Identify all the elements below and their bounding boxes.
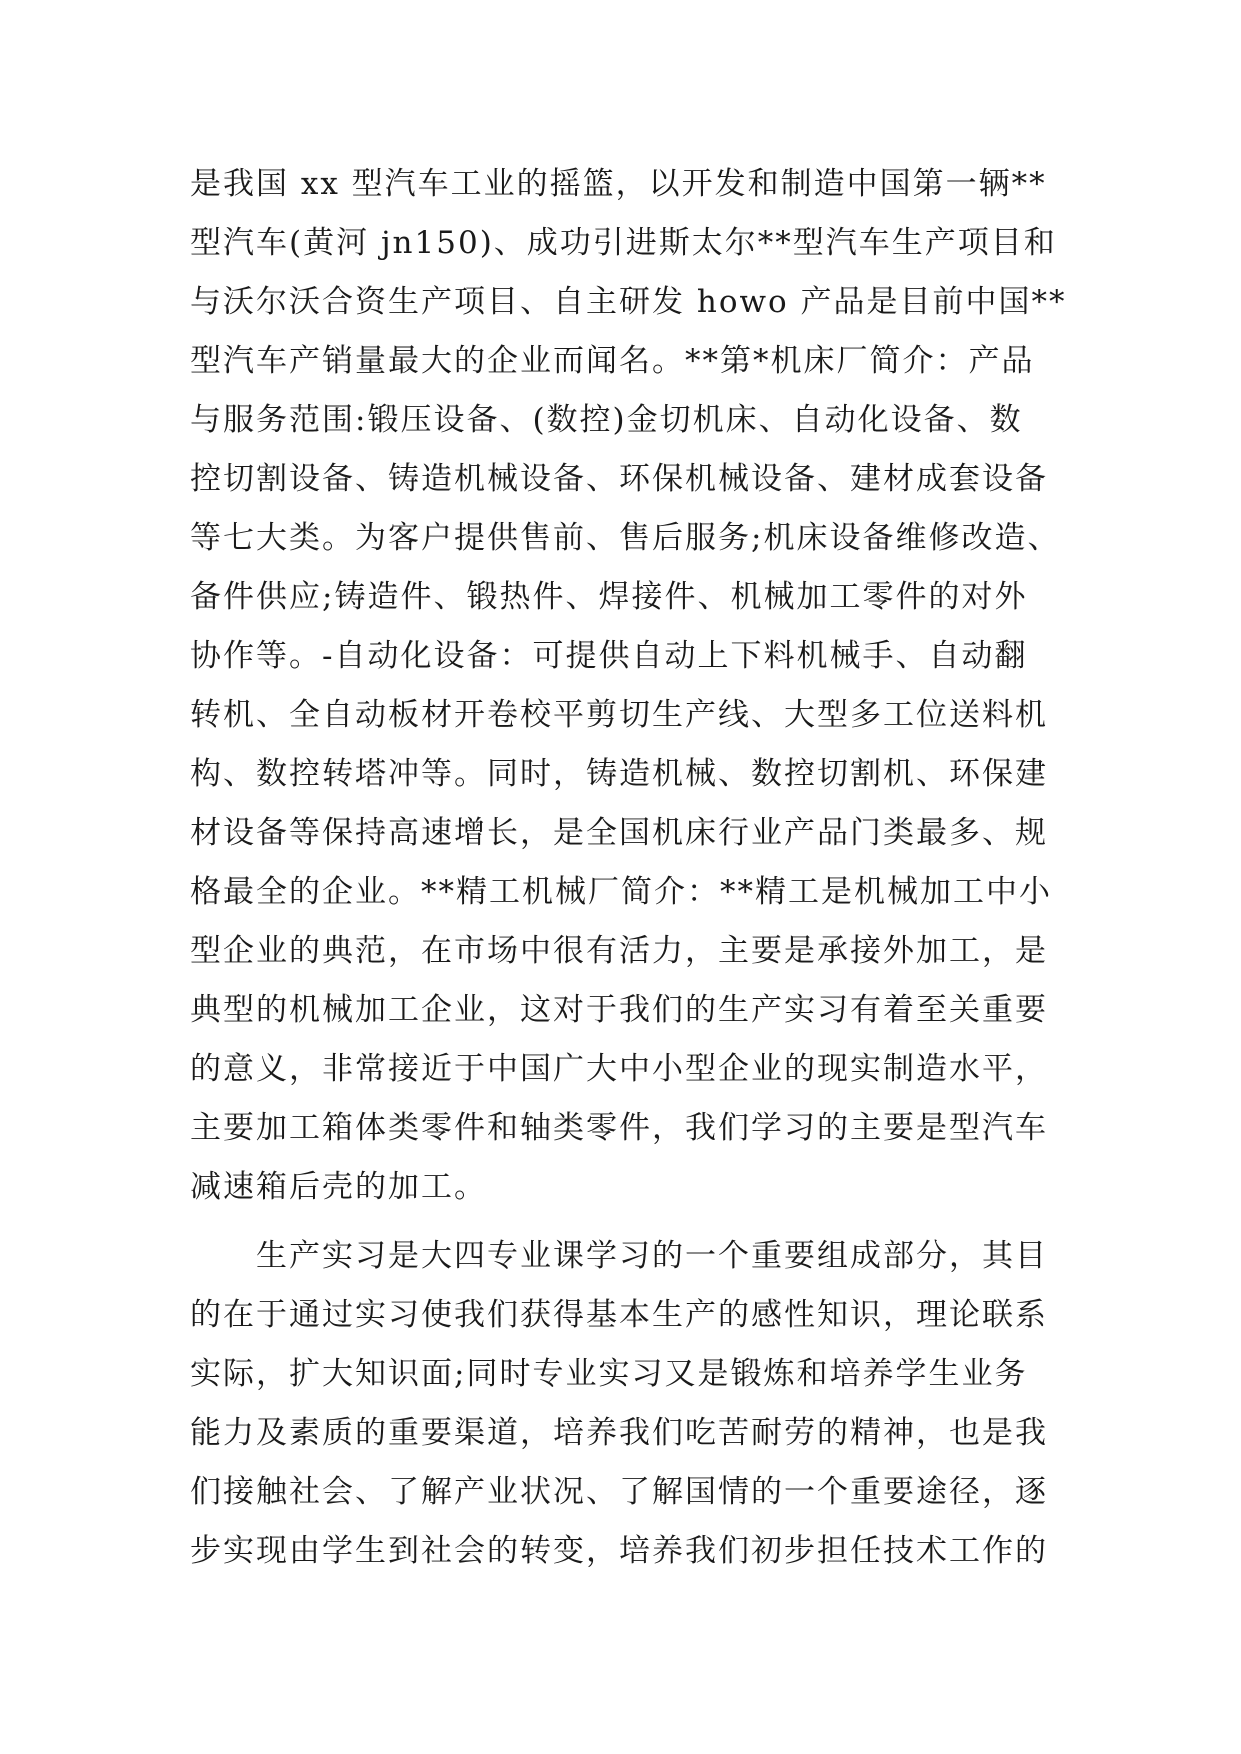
text-line: 生产实习是大四专业课学习的一个重要组成部分，其目 (190, 1238, 1048, 1274)
paragraph-1 (190, 155, 1070, 1217)
text-line: 型汽车产销量最大的企业而闻名。**第*机床厂简介：产品 (190, 343, 1035, 379)
text-line: 能力及素质的重要渠道，培养我们吃苦耐劳的精神，也是我 (190, 1415, 1048, 1451)
text-line: 减速箱后壳的加工。 (190, 1169, 487, 1205)
text-line: 协作等。-自动化设备：可提供自动上下料机械手、自动翻 (190, 638, 1028, 674)
text-line: 是我国 xx 型汽车工业的摇篮，以开发和制造中国第一辆** (190, 166, 1047, 202)
text-line: 与沃尔沃合资生产项目、自主研发 howo 产品是目前中国** (190, 284, 1067, 320)
paragraph-spacer (190, 1217, 1070, 1227)
paragraph-2 (190, 1227, 1070, 1581)
text-line: 型汽车(黄河 jn150)、成功引进斯太尔**型汽车生产项目和 (190, 225, 1057, 261)
text-line: 型企业的典范，在市场中很有活力，主要是承接外加工，是 (190, 933, 1048, 969)
text-line: 与服务范围:锻压设备、(数控)金切机床、自动化设备、数 (190, 402, 1023, 438)
text-line: 控切割设备、铸造机械设备、环保机械设备、建材成套设备 (190, 461, 1048, 497)
text-line: 主要加工箱体类零件和轴类零件，我们学习的主要是型汽车 (190, 1110, 1048, 1146)
text-line: 构、数控转塔冲等。同时，铸造机械、数控切割机、环保建 (190, 756, 1048, 792)
text-line: 材设备等保持高速增长，是全国机床行业产品门类最多、规 (190, 815, 1048, 851)
text-line: 格最全的企业。**精工机械厂简介：**精工是机械加工中小 (190, 874, 1052, 910)
text-line: 等七大类。为客户提供售前、售后服务;机床设备维修改造、 (190, 520, 1061, 556)
text-line: 的在于通过实习使我们获得基本生产的感性知识，理论联系 (190, 1297, 1048, 1333)
text-line: 实际，扩大知识面;同时专业实习又是锻炼和培养学生业务 (190, 1356, 1028, 1392)
text-line: 备件供应;铸造件、锻热件、焊接件、机械加工零件的对外 (190, 579, 1028, 615)
text-line: 转机、全自动板材开卷校平剪切生产线、大型多工位送料机 (190, 697, 1048, 733)
text-line: 们接触社会、了解产业状况、了解国情的一个重要途径，逐 (190, 1474, 1048, 1510)
body-text (190, 155, 1070, 1581)
text-line: 的意义，非常接近于中国广大中小型企业的现实制造水平， (190, 1051, 1048, 1087)
text-line: 步实现由学生到社会的转变，培养我们初步担任技术工作的 (190, 1533, 1048, 1569)
text-line: 典型的机械加工企业，这对于我们的生产实习有着至关重要 (190, 992, 1048, 1028)
